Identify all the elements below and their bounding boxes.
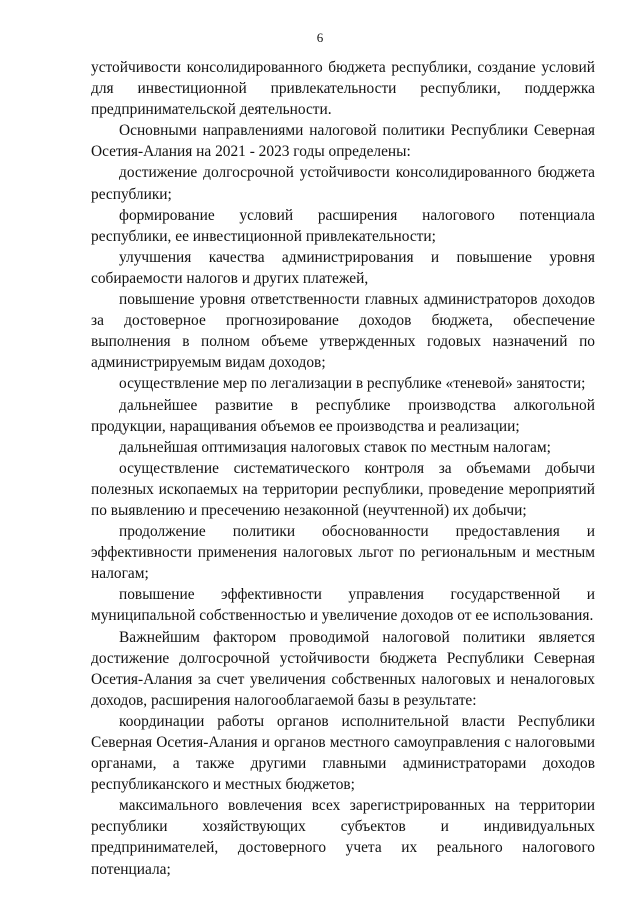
paragraph: максимального вовлечения всех зарегистрированных на территории республики хозяйствующих субъектов и индивидуальных предпринимателей, достоверного учета их реального налогового потенциала; [91, 797, 595, 878]
paragraph: дальнейшая оптимизация налоговых ставок по местным налогам; [119, 438, 551, 456]
paragraph: Важнейшим фактором проводимой налоговой политики является достижение долгосрочной устойчивости бюджета Республики Северная Осетия-Алания за счет увеличения собственных налоговых и неналоговых доходов, расширения налогооблагаемой базы в результате: [91, 628, 595, 709]
paragraph: формирование условий расширения налогового потенциала республики, ее инвестиционной привлекательности; [91, 206, 595, 245]
paragraph: повышение эффективности управления государственной и муниципальной собственностью и увеличение доходов от ее использования. [91, 586, 595, 625]
paragraph: достижение долгосрочной устойчивости консолидированного бюджета республики; [91, 164, 595, 203]
page-number: 6 [316, 30, 324, 45]
paragraph: координации работы органов исполнительной власти Республики Северная Осетия-Алания и органов местного самоуправления с налоговыми органами, а также другими главными администраторами доходов республиканского и местных бюджетов; [91, 712, 595, 794]
paragraph: продолжение политики обоснованности предоставления и эффективности применения налоговых льгот по региональным и местным налогам; [91, 523, 595, 583]
paragraph: осуществление систематического контроля за объемами добычи полезных ископаемых на территории республики, проведение мероприятий по выявлению и пресечению незаконной (неучтенной) их добычи; [91, 459, 595, 519]
paragraph: дальнейшее развитие в республике производства алкогольной продукции, наращивания объемов ее производства и реализации; [91, 396, 595, 435]
paragraph: повышение уровня ответственности главных администраторов доходов за достоверное прогнозирование доходов бюджета, обеспечение выполнения в полном объеме утвержденных годовых назначений по администрируемым видам доходов; [91, 291, 595, 372]
paragraph: улучшения качества администрирования и повышение уровня собираемости налогов и других платежей, [91, 248, 595, 287]
document-body [91, 57, 595, 880]
paragraph: устойчивости консолидированного бюджета республики, создание условий для инвестиционной привлекательности республики, поддержка предпринимательской деятельности. [91, 59, 595, 119]
paragraph: Основными направлениями налоговой политики Республики Северная Осетия-Алания на 2021 - 2023 годы определены: [91, 122, 595, 161]
paragraph: осуществление мер по легализации в республике «теневой» занятости; [119, 375, 586, 393]
